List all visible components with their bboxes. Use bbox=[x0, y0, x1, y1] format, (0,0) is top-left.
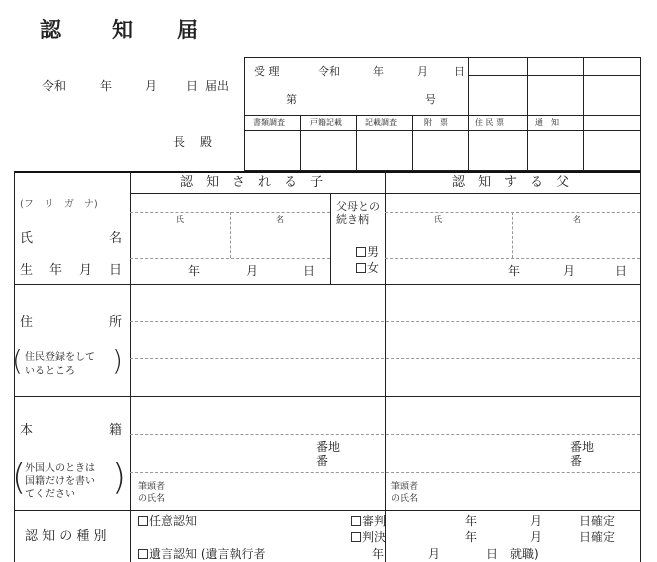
honseki-label-2: 籍 bbox=[109, 423, 123, 438]
female-checkbox[interactable] bbox=[356, 262, 379, 274]
voluntary-label: 任意認知 bbox=[149, 514, 198, 528]
addressee-label: 長 bbox=[173, 135, 186, 149]
honseki-label-1: 本 bbox=[20, 423, 34, 438]
father-ban-label: 番 bbox=[570, 454, 583, 468]
filed-label: 届出 bbox=[205, 79, 230, 93]
honorific-label: 殿 bbox=[200, 135, 213, 149]
furigana-label: (フ リ ガ ナ) bbox=[20, 199, 98, 210]
checkbox-box[interactable] bbox=[351, 516, 361, 526]
birthdate-label-3: 月 bbox=[79, 263, 93, 278]
honseki-note-3: てください bbox=[25, 489, 75, 500]
received-label: 受 理 bbox=[254, 65, 280, 78]
address-note-2: いるところ bbox=[25, 366, 75, 377]
office-col-entry-check: 記載調査 bbox=[365, 118, 397, 127]
child-birth-day: 日 bbox=[303, 264, 316, 278]
filing-date-day: 日 bbox=[186, 79, 199, 93]
father-head-label-1: 筆頭者 bbox=[391, 482, 419, 492]
father-birth-day: 日 bbox=[615, 264, 628, 278]
judgment-confirmed: 日確定 bbox=[579, 530, 616, 544]
checkbox-box[interactable] bbox=[138, 516, 148, 526]
relation-label-1: 父母との bbox=[336, 200, 380, 213]
address-note-1: 住民登録をして bbox=[25, 352, 95, 363]
male-label: 男 bbox=[367, 245, 380, 259]
recognition-type-label: 認 知 の 種 別 bbox=[25, 529, 107, 544]
received-month: 月 bbox=[417, 65, 428, 78]
checkbox-box[interactable] bbox=[138, 549, 148, 559]
honseki-note-2: 国籍だけを書い bbox=[25, 476, 95, 487]
child-head-label-2: の氏名 bbox=[138, 494, 166, 504]
received-era: 令和 bbox=[318, 65, 340, 78]
male-checkbox[interactable] bbox=[356, 246, 379, 258]
father-birth-month: 月 bbox=[563, 264, 576, 278]
father-column-header: 認 知 す る 父 bbox=[452, 175, 570, 190]
trial-year: 年 bbox=[465, 514, 478, 528]
office-col-notice: 通 知 bbox=[535, 118, 559, 127]
birthdate-label-1: 生 bbox=[20, 263, 34, 278]
voluntary-recognition-checkbox[interactable] bbox=[138, 515, 197, 527]
number-go: 号 bbox=[425, 93, 436, 106]
father-family-name-label: 氏 bbox=[434, 215, 442, 224]
judgment-checkbox[interactable] bbox=[351, 531, 386, 543]
filing-date-month: 月 bbox=[145, 79, 158, 93]
child-banchi-label: 番地 bbox=[316, 440, 341, 454]
judgment-month: 月 bbox=[530, 530, 543, 544]
child-family-name-label: 氏 bbox=[176, 215, 184, 224]
birthdate-label-4: 日 bbox=[109, 263, 123, 278]
address-label-2: 所 bbox=[109, 315, 123, 330]
checkbox-box[interactable] bbox=[356, 247, 366, 257]
office-col-doc-check: 書類調査 bbox=[253, 118, 285, 127]
trial-label: 審判 bbox=[362, 514, 387, 528]
child-head-label-1: 筆頭者 bbox=[138, 482, 166, 492]
child-ban-label: 番 bbox=[316, 454, 329, 468]
received-year: 年 bbox=[373, 65, 384, 78]
filing-date-year: 年 bbox=[100, 79, 113, 93]
checkbox-box[interactable] bbox=[351, 532, 361, 542]
father-head-label-2: の氏名 bbox=[391, 494, 419, 504]
father-banchi-label: 番地 bbox=[570, 440, 595, 454]
name-label-family: 氏 bbox=[20, 231, 34, 246]
child-birth-month: 月 bbox=[246, 264, 259, 278]
received-day: 日 bbox=[454, 65, 465, 78]
name-label-given: 名 bbox=[109, 231, 123, 246]
office-col-attached: 附 票 bbox=[424, 118, 448, 127]
testamentary-recognition-checkbox[interactable] bbox=[138, 548, 266, 560]
form-title-char-3: 届 bbox=[177, 18, 198, 42]
father-birth-year: 年 bbox=[508, 264, 521, 278]
address-label-1: 住 bbox=[20, 315, 34, 330]
number-dai: 第 bbox=[286, 93, 297, 106]
form-title-char-2: 知 bbox=[112, 18, 133, 42]
relation-label-2: 続き柄 bbox=[336, 213, 369, 226]
judgment-year: 年 bbox=[465, 530, 478, 544]
child-column-header: 認 知 さ れ る 子 bbox=[180, 175, 324, 190]
child-given-name-label: 名 bbox=[276, 215, 284, 224]
form-title-char-1: 認 bbox=[40, 18, 61, 42]
testamentary-year: 年 bbox=[372, 547, 385, 561]
testamentary-label: 遺言認知 (遺言執行者 bbox=[149, 547, 266, 561]
filing-date-era: 令和 bbox=[42, 79, 67, 93]
testamentary-month: 月 bbox=[428, 547, 441, 561]
trial-confirmed: 日確定 bbox=[579, 514, 616, 528]
office-col-resident: 住 民 票 bbox=[475, 118, 505, 127]
office-col-registry-entry: 戸籍記載 bbox=[310, 118, 342, 127]
father-given-name-label: 名 bbox=[573, 215, 581, 224]
child-birth-year: 年 bbox=[188, 264, 201, 278]
testamentary-assumed: 日 就職) bbox=[486, 547, 539, 561]
birthdate-label-2: 年 bbox=[49, 263, 63, 278]
trial-checkbox[interactable] bbox=[351, 515, 386, 527]
female-label: 女 bbox=[367, 261, 380, 275]
honseki-note-1: 外国人のときは bbox=[25, 463, 95, 474]
checkbox-box[interactable] bbox=[356, 263, 366, 273]
trial-month: 月 bbox=[530, 514, 543, 528]
judgment-label: 判決 bbox=[362, 530, 387, 544]
